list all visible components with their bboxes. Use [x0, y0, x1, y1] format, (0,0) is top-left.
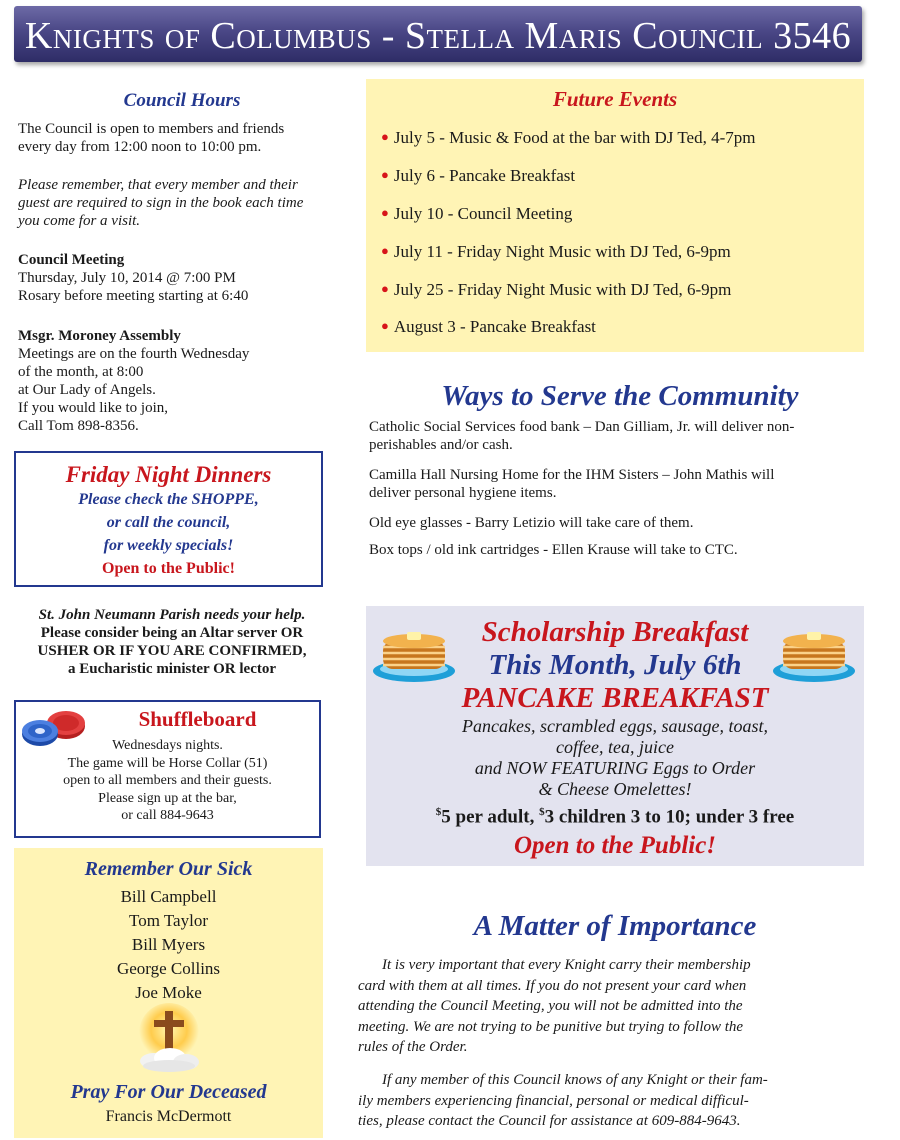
scholarship-subtitle: This Month, July 6th: [488, 649, 742, 681]
council-meeting-info: [18, 251, 353, 305]
shuffleboard-box: [14, 700, 321, 838]
dollar-sign: $: [539, 806, 545, 818]
header-banner: [14, 6, 862, 62]
bullet-icon: ●: [381, 129, 389, 144]
event-item: [381, 317, 596, 338]
page-title: Knights of Columbus - Stella Maris Council 3546: [24, 15, 852, 57]
importance-line: rules of the Order.: [358, 1039, 468, 1055]
shuffleboard-text: [16, 737, 319, 825]
pancake-breakfast-title: PANCAKE BREAKFAST: [461, 682, 769, 714]
breakfast-price: [366, 806, 864, 828]
menu-line: coffee, tea, juice: [556, 737, 674, 757]
meeting-line: Rosary before meeting starting at 6:40: [18, 288, 249, 304]
assembly-line: at Our Lady of Angels.: [18, 382, 156, 398]
menu-line: Pancakes, scrambled eggs, sausage, toast,: [462, 716, 768, 736]
price-text: 3 children 3 to 10; under 3 free: [544, 806, 795, 828]
shuffleboard-line: The game will be Horse Collar (51): [67, 755, 268, 771]
event-text: July 6 - Pancake Breakfast: [393, 166, 576, 185]
shuffleboard-line: or call 884-9643: [121, 808, 214, 823]
ways-item: Old eye glasses - Barry Letizio will take care of them.: [369, 515, 694, 531]
scholarship-title: Scholarship Breakfast: [481, 616, 749, 648]
ways-item: [369, 466, 869, 502]
friday-line: for weekly specials!: [103, 537, 234, 554]
cross-icon: [134, 1003, 204, 1075]
event-item: [381, 166, 575, 187]
assembly-line: If you would like to join,: [18, 400, 168, 416]
event-item: [381, 280, 731, 301]
bullet-icon: ●: [381, 243, 389, 258]
event-item: [381, 128, 755, 149]
event-text: July 5 - Music & Food at the bar with DJ Ted, 4-7pm: [393, 128, 756, 147]
bullet-icon: ●: [381, 281, 389, 296]
sick-name: Bill Campbell: [120, 887, 217, 906]
bullet-icon: ●: [381, 205, 389, 220]
scholarship-open-public: Open to the Public!: [513, 832, 717, 859]
importance-line: If any member of this Council knows of any Knight or their fam-: [382, 1072, 768, 1088]
future-events-heading: Future Events: [552, 87, 678, 111]
parish-line: a Eucharistic minister OR lector: [67, 661, 276, 677]
price-text: 5 per adult,: [441, 806, 540, 828]
importance-line: card with them at all times. If you do not present your card when: [358, 977, 747, 994]
parish-notice: [10, 606, 334, 678]
assembly-line: of the month, at 8:00: [18, 364, 144, 380]
friday-line: Please check the SHOPPE,: [78, 491, 259, 508]
shuffleboard-line: Please sign up at the bar,: [98, 790, 237, 806]
event-item: [381, 204, 572, 225]
importance-line: meeting. We are not trying to be punitive but trying to follow the: [358, 1018, 744, 1035]
friday-dinners-box: [14, 451, 323, 587]
dollar-sign: $: [435, 806, 442, 818]
ways-line: perishables and/or cash.: [369, 437, 513, 453]
sick-name: George Collins: [116, 959, 221, 978]
reminder-line: you come for a visit.: [18, 213, 141, 229]
importance-para: [358, 955, 863, 1058]
assembly-info: [18, 327, 353, 435]
sick-name: Joe Moke: [135, 983, 202, 1002]
ways-line: Catholic Social Services food bank – Dan Gilliam, Jr. will deliver non-: [369, 419, 795, 435]
friday-line: or call the council,: [106, 514, 231, 531]
future-events-box: [366, 79, 864, 352]
hours-intro-line: every day from 12:00 noon to 10:00 pm.: [18, 139, 262, 155]
assembly-line: Meetings are on the fourth Wednesday: [18, 346, 250, 362]
parish-line: St. John Neumann Parish needs your help.: [38, 607, 306, 623]
breakfast-menu: [366, 716, 864, 800]
hours-intro-line: The Council is open to members and friends: [18, 121, 285, 137]
reminder-line: guest are required to sign in the book each time: [18, 195, 304, 211]
open-to-public: Open to the Public!: [102, 560, 235, 577]
sick-name: Bill Myers: [131, 935, 206, 954]
council-meeting-title: Council Meeting: [18, 252, 125, 268]
shuffleboard-line: open to all members and their guests.: [63, 773, 272, 788]
bullet-icon: ●: [381, 318, 389, 333]
event-text: July 11 - Friday Night Music with DJ Ted, 6-9pm: [393, 242, 731, 261]
meeting-line: Thursday, July 10, 2014 @ 7:00 PM: [18, 270, 236, 286]
shuffleboard-line: Wednesdays nights.: [112, 738, 223, 753]
ways-item: Box tops / old ink cartridges - Ellen Krause will take to CTC.: [369, 542, 738, 558]
parish-line: USHER OR IF YOU ARE CONFIRMED,: [37, 643, 307, 659]
sign-in-reminder: [18, 176, 358, 230]
assembly-title: Msgr. Moroney Assembly: [18, 328, 181, 344]
importance-line: It is very important that every Knight carry their membership: [382, 957, 751, 973]
friday-dinners-heading: Friday Night Dinners: [65, 462, 272, 487]
sick-list: [14, 885, 323, 1005]
reminder-line: Please remember, that every member and their: [18, 177, 298, 193]
menu-line: and NOW FEATURING Eggs to Order: [474, 758, 756, 778]
sick-heading: Remember Our Sick: [84, 858, 253, 880]
event-text: July 10 - Council Meeting: [393, 204, 573, 223]
importance-line: ily members experiencing financial, personal or medical difficul-: [358, 1092, 749, 1109]
event-text: July 25 - Friday Night Music with DJ Ted, 6-9pm: [393, 280, 732, 299]
ways-item: [369, 418, 869, 454]
remember-sick-box: [14, 848, 323, 1138]
deceased-heading: Pray For Our Deceased: [70, 1081, 267, 1103]
ways-line: Camilla Hall Nursing Home for the IHM Sisters – John Mathis will: [369, 467, 775, 483]
scholarship-breakfast-box: [366, 606, 864, 866]
parish-line: Please consider being an Altar server OR: [40, 625, 304, 641]
ways-heading: Ways to Serve the Community: [441, 380, 799, 412]
importance-line: attending the Council Meeting, you will not be admitted into the: [358, 998, 743, 1014]
importance-heading: A Matter of Importance: [473, 910, 757, 942]
menu-line: & Cheese Omelettes!: [538, 779, 692, 799]
importance-para: [358, 1070, 863, 1132]
council-hours-text: [18, 120, 353, 156]
importance-line: ties, please contact the Council for assistance at 609-884-9643.: [358, 1113, 741, 1129]
deceased-name: Francis McDermott: [105, 1108, 232, 1125]
sick-name: Tom Taylor: [129, 911, 208, 930]
event-item: [381, 242, 731, 263]
shuffleboard-heading: Shuffleboard: [138, 707, 257, 731]
event-text: August 3 - Pancake Breakfast: [393, 317, 596, 336]
bullet-icon: ●: [381, 167, 389, 182]
ways-line: deliver personal hygiene items.: [369, 485, 557, 501]
council-hours-heading: Council Hours: [123, 90, 241, 111]
assembly-line: Call Tom 898-8356.: [18, 418, 139, 434]
